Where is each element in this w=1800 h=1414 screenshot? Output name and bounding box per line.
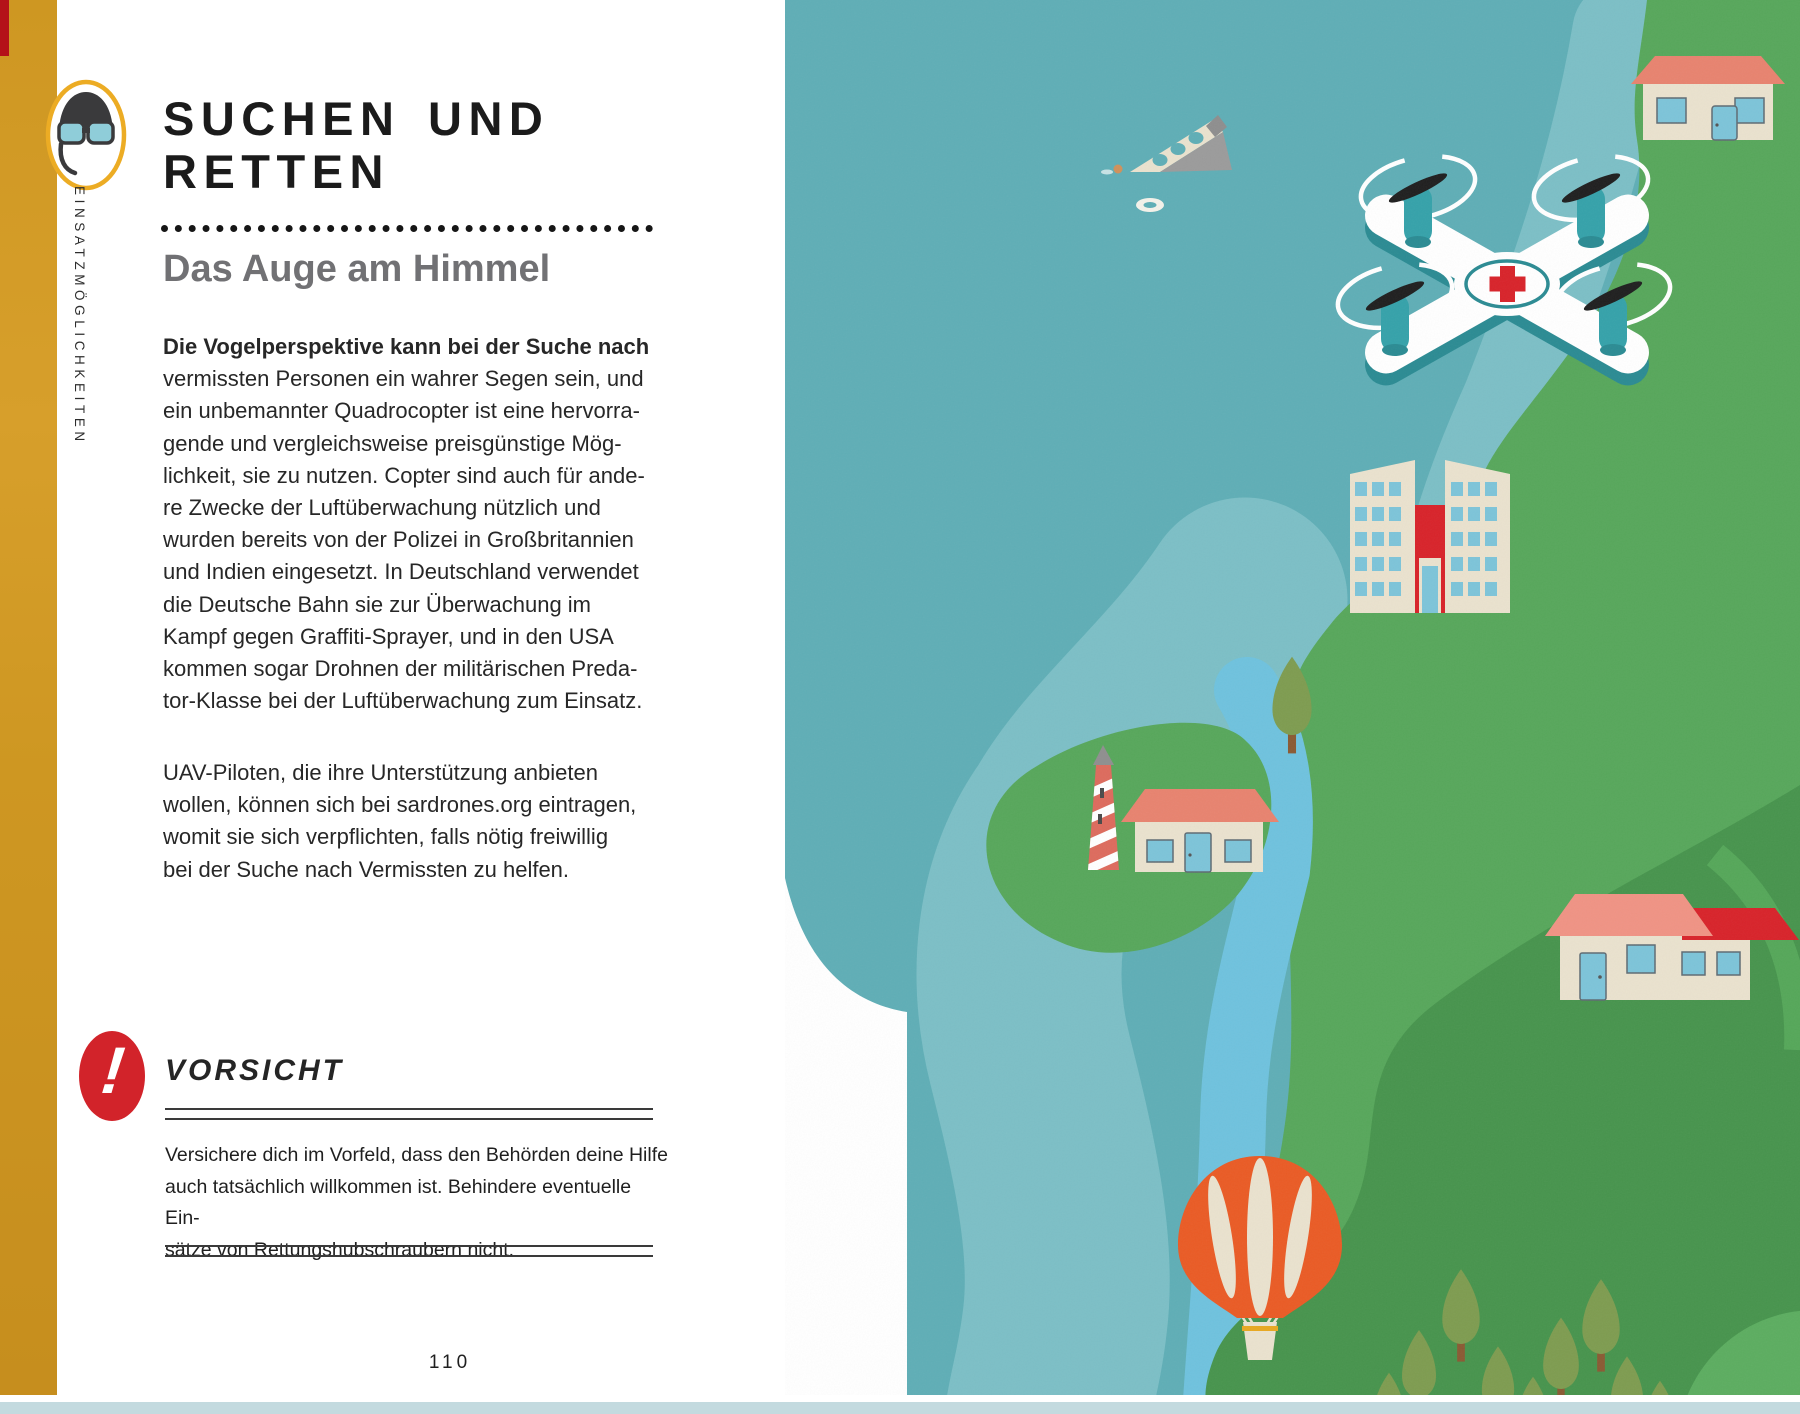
section-subtitle: Das Auge am Himmel bbox=[163, 248, 551, 290]
body-paragraph-1-text: vermissten Personen ein wahrer Segen sein, und ein unbemannter Quadrocopter ist eine hervorra- gende und vergleichsweise preisgünstige Mög- lichkeit, sie zu nutzen. Copter sind auch für ande- re Zwecke der Luftüberwachung nützlich und wurden bereits von der Polizei in Großbritannien und Indien eingesetzt. In Deutschland verwendet die Deutsche Bahn sie zur Überwachung im Kampf gegen Graffiti-Sprayer, und in den USA kommen sogar Drohnen der militärischen Preda- tor-Klasse bei der Luftüberwachung zum Einsatz. bbox=[163, 366, 645, 714]
body-paragraph-1 bbox=[163, 331, 668, 717]
pilot-goggle-bridge bbox=[82, 128, 90, 133]
gold-spine-strip bbox=[0, 0, 57, 1401]
page-title-line1: SUCHEN UND bbox=[163, 92, 550, 145]
dotted-divider bbox=[161, 216, 653, 232]
body-paragraph-1-lead: Die Vogelperspektive kann bei der Suche nach bbox=[163, 334, 650, 359]
body-paragraph-2 bbox=[163, 757, 668, 886]
page-number: 110 bbox=[428, 1352, 472, 1373]
caution-icon bbox=[77, 1030, 149, 1124]
page-title-line2: RETTEN bbox=[163, 145, 390, 198]
caution-rule-bottom bbox=[165, 1245, 653, 1257]
red-bookmark-sliver bbox=[0, 0, 9, 56]
caution-rule-top bbox=[165, 1108, 653, 1120]
body-paragraph-2-text: UAV-Piloten, die ihre Unterstützung anbieten wollen, können sich bei sardrones.org eintragen, womit sie sich verpflichten, falls nötig freiwillig bei der Suche nach Vermissten zu helfen. bbox=[163, 760, 637, 882]
exclamation-icon: ! bbox=[98, 1033, 128, 1107]
pilot-goggle-right bbox=[88, 122, 113, 143]
pilot-goggle-left bbox=[59, 122, 84, 143]
page-edge-white bbox=[0, 1395, 1800, 1402]
page-edge-blue bbox=[0, 1402, 1800, 1414]
illustration-map bbox=[785, 0, 1800, 1414]
caution-text: Versichere dich im Vorfeld, dass den Behörden deine Hilfe auch tatsächlich willkommen ist. Behindere eventuelle Ein- sätze von Rettungshubschraubern nicht. bbox=[165, 1144, 668, 1261]
pilot-icon bbox=[42, 76, 134, 198]
chapter-margin-label: EINSATZMÖGLICHKEITEN bbox=[72, 186, 87, 446]
caution-heading: VORSICHT bbox=[165, 1054, 345, 1087]
page-title bbox=[163, 92, 549, 198]
grain-overlay bbox=[785, 0, 1800, 1414]
